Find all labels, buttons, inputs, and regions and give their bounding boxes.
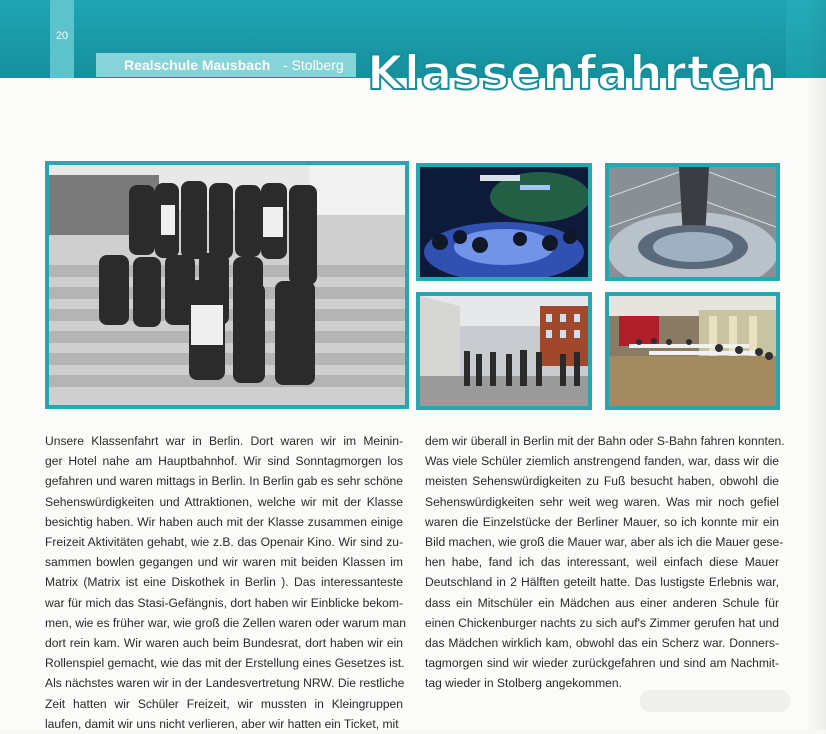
bottom-smudge (640, 690, 790, 712)
article-line: Was viele Schüler ziemlich anstrengend fanden, war, dass wir die (425, 454, 779, 469)
article-line: Als nächstes waren wir in der Landesvertretung NRW. Die restliche (45, 676, 405, 691)
school-place: - Stolberg (283, 57, 344, 73)
photo-group-on-stairs (45, 161, 409, 409)
article-line: Sehenswürdigkeiten und Attraktionen, welche wir mit der Klasse (45, 494, 403, 509)
article-line: Rollenspiel gemacht, wie das mit der Erstellung eines Gesetzes ist. (45, 656, 405, 671)
article-line: Freizeit Aktivitäten gehabt, wie z.B. das Openair Kino. Wir sind zu- (45, 535, 403, 550)
page-title: Klassenfahrten (367, 46, 777, 101)
group-on-stairs-icon (49, 165, 405, 405)
article-line: Bild machen, wie groß die Mauer war, aber als ich die Mauer gese- (425, 535, 784, 550)
article-line: dort rein kam. Wir waren auch beim Bundesrat, dort haben wir ein (45, 636, 403, 651)
article-line: meisten Sehenswürdigkeiten zu Fuß besucht haben, obwohl die (425, 474, 779, 489)
article-line: laufen, damit wir uns nicht verlieren, aber wir hatten ein Ticket, mit (45, 716, 399, 731)
article-column-right (425, 431, 785, 694)
article-line: tag wieder in Stolberg angekommen. (425, 676, 622, 691)
article-line: dem wir überall in Berlin mit der Bahn oder S-Bahn fahren konnten. (425, 434, 785, 448)
disco-crowd-icon (420, 167, 588, 277)
article-line: hen habe, fand ich das interessant, weil einfach diese Mauer (425, 555, 779, 570)
school-name: Realschule Mausbach (124, 57, 271, 73)
article-line: tagmorgen sind wir wieder zurückgefahren und sind am Nachmit- (425, 656, 779, 671)
article-line: Unsere Klassenfahrt war in Berlin. Dort waren wir im Meinin- (45, 434, 403, 448)
article-line: Zeit hatten wir Schüler Freizeit, wir mussten in Kleingruppen (45, 696, 403, 711)
article-line: Matrix (Matrix ist eine Diskothek in Berlin ). Das interessanteste (45, 575, 403, 590)
article-line: das Mädchen wirklich kam, obwohl das ein Scherz war. Donners- (425, 636, 779, 651)
reichstag-dome-icon (609, 167, 776, 277)
article-column-left (45, 431, 406, 734)
article-line: sammen bowlen gegangen und wir waren mit beiden Klassen im (45, 555, 403, 570)
photo-parliament-hall (605, 292, 780, 410)
article-line: gefahren und waren mittags in Berlin. In Berlin gab es sehr schöne (45, 474, 403, 489)
parliament-hall-icon (609, 296, 776, 406)
page-fold-shadow (806, 0, 826, 730)
article-line: einen Chickenburger nachts zu sich auf's Zimmer gerufen hat und (425, 615, 779, 630)
photo-street-group (416, 292, 592, 410)
article-line: waren die Einzelstücke der Berliner Mauer, so ich konnte mir ein (425, 514, 779, 529)
page-number: 20 (55, 30, 69, 42)
article-line: war für mich das Stasi-Gefängnis, dort haben wir Einblicke bekom- (45, 595, 403, 610)
article-line: Deutschland in 2 Hälften geteilt hatte. Das lustigste Erlebnis war, (425, 575, 779, 590)
photo-reichstag-dome (605, 163, 780, 281)
article-line: besichtig haben. Wir haben auch mit der Klasse zusammen einige (45, 514, 403, 529)
article-line: Sehenswürdigkeiten sehr weit weg waren. Was mir noch gefiel (425, 494, 779, 509)
article-line: men, wie es früher war, wie groß die Zellen waren oder warum man (45, 615, 406, 630)
photo-disco-crowd (416, 163, 592, 281)
street-group-icon (420, 296, 588, 406)
article-line: ger Hotel nahe am Hauptbahnhof. Wir sind Sonntagmorgen los (45, 454, 403, 469)
article-line: dass ein Mitschüler ein Mädchen aus einer anderen Schule für (425, 595, 779, 610)
